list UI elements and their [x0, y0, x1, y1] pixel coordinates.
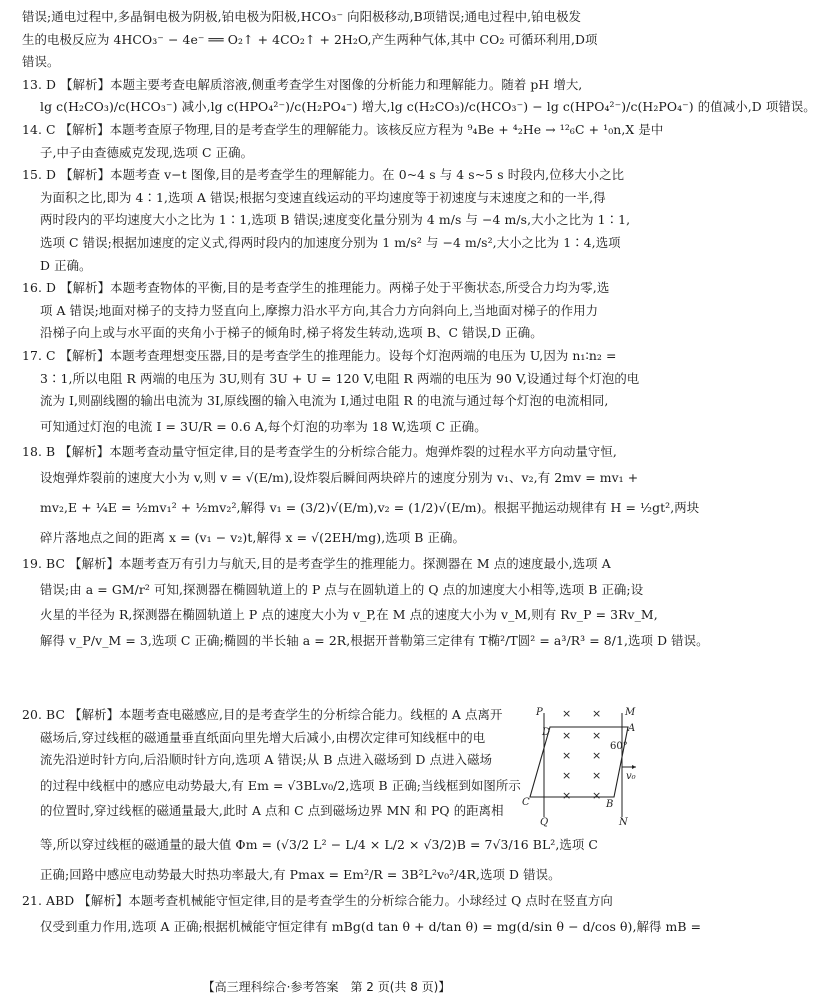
text-line: 项 A 错误;地面对梯子的支持力竖直向上,摩擦力沿水平方向,其合力方向斜向上,当地面对梯子的作用力	[40, 302, 599, 318]
svg-text:×: ×	[562, 769, 572, 782]
text-line: 子,中子由查德威克发现,选项 C 正确。	[40, 144, 254, 160]
svg-text:×: ×	[562, 789, 572, 802]
svg-text:×: ×	[562, 749, 572, 762]
label-a: A	[628, 723, 636, 734]
answer-21-line: 21. ABD 【解析】本题考查机械能守恒定律,目的是考查学生的分析综合能力。小球经过 Q 点时在竖直方向	[22, 893, 613, 908]
label-d: D	[542, 727, 551, 738]
label-m: M	[625, 707, 636, 718]
text-line: 等,所以穿过线框的磁通量的最大值 Φm = (√3/2 L² − L/4 × L/2 × √3/2)B = 7√3/16 BL²,选项 C	[40, 837, 598, 852]
text-line: 仅受到重力作用,选项 A 正确;根据机械能守恒定律有 mBg(d tan θ + d/tan θ) = mg(d/sin θ − d/cos θ),解得 mB =	[40, 918, 702, 934]
field-crosses	[562, 707, 601, 802]
text-line: 碎片落地点之间的距离 x = (v₁ − v₂)t,解得 x = √(2EH/mg),选项 B 正确。	[40, 530, 465, 546]
velocity-arrowhead	[632, 765, 636, 769]
answer-20-line: 20. BC 【解析】本题考查电磁感应,目的是考查学生的分析综合能力。线框的 A 点离开	[22, 707, 503, 722]
text-line: 设炮弹炸裂前的速度大小为 v,则 v = √(E/m),设炸裂后瞬间两块碎片的速度分别为 v₁、v₂,有 2mv = mv₁ +	[40, 470, 639, 486]
answer-17-line: 17. C 【解析】本题考查理想变压器,目的是考查学生的推理能力。设每个灯泡两端的电压为 U,因为 n₁∶n₂ =	[22, 347, 617, 363]
page-footer: 【高三理科综合·参考答案 第 2 页(共 8 页)】	[202, 980, 451, 994]
answer-text-block	[22, 6, 816, 656]
text-line: 流为 I,则副线圈的输出电流为 3I,原线圈的输入电流为 I,通过电阻 R 的电流与通过每个灯泡的电流相同,	[40, 393, 609, 409]
label-n: N	[619, 817, 628, 828]
text-line: 生的电极反应为 4HCO₃⁻ − 4e⁻ ══ O₂↑ + 4CO₂↑ + 2H₂O,产生两种气体,其中 CO₂ 可循环利用,D项	[22, 31, 598, 47]
label-angle: 60°	[610, 741, 628, 752]
label-p: P	[536, 707, 543, 718]
text-line: 可知通过灯泡的电流 I = 3U/R = 0.6 A,每个灯泡的功率为 18 W,选项 C 正确。	[40, 418, 487, 434]
label-v0: v₀	[626, 771, 636, 782]
magnetic-field-diagram	[522, 705, 640, 828]
answer-20-tail-block	[22, 830, 702, 941]
text-line: mv₂,E + ¼E = ½mv₁² + ½mv₂²,解得 v₁ = (3/2)√(E/m),v₂ = (1/2)√(E/m)。根据平抛运动规律有 H = ½gt²,两块	[40, 500, 700, 516]
answer-16-line: 16. D 【解析】本题考查物体的平衡,目的是考查学生的推理能力。两梯子处于平衡状态,所受合力均为零,选	[22, 280, 610, 296]
text-line: 为面积之比,即为 4∶1,选项 A 错误;根据匀变速直线运动的平均速度等于初速度与末速度之和的一半,得	[40, 189, 606, 205]
text-line: 错误;通电过程中,多晶铜电极为阴极,铂电极为阳极,HCO₃⁻ 向阳极移动,B项错误;通电过程中,铂电极发	[22, 9, 582, 24]
svg-text:×: ×	[592, 729, 602, 742]
text-line: 火星的半径为 R,探测器在椭圆轨道上 P 点的速度大小为 v_P,在 M 点的速度大小为 v_M,则有 Rv_P = 3Rv_M,	[40, 606, 658, 622]
text-line: 流先沿逆时针方向,后沿顺时针方向,选项 A 错误;从 B 点进入磁场到 D 点进入磁场	[40, 752, 493, 768]
answer-18-line: 18. B 【解析】本题考查动量守恒定律,目的是考查学生的分析综合能力。炮弹炸裂的过程水平方向动量守恒,	[22, 443, 617, 459]
text-line: 的过程中线框中的感应电动势最大,有 Em = √3BLv₀/2,选项 B 正确;当线框到如图所示	[40, 777, 521, 793]
text-line: 3∶1,所以电阻 R 两端的电压为 3U,则有 3U + U = 120 V,电阻 R 两端的电压为 90 V,设通过每个灯泡的电	[40, 370, 640, 386]
svg-text:×: ×	[592, 769, 602, 782]
label-b: B	[606, 799, 614, 810]
answer-15-line: 15. D 【解析】本题考查 v−t 图像,目的是考查学生的理解能力。在 0~4 s 与 4 s~5 s 时段内,位移大小之比	[22, 167, 625, 183]
answer-19-line: 19. BC 【解析】本题考查万有引力与航天,目的是考查学生的推理能力。探测器在 M 点的速度最小,选项 A	[22, 556, 611, 572]
text-line: 错误;由 a = GM/r² 可知,探测器在椭圆轨道上的 P 点与在圆轨道上的 Q 点的加速度大小相等,选项 B 正确;设	[40, 581, 644, 597]
text-line: 的位置时,穿过线框的磁通量最大,此时 A 点和 C 点到磁场边界 MN 和 PQ 的距离相	[40, 802, 504, 818]
svg-text:×: ×	[562, 729, 572, 742]
answer-14-line: 14. C 【解析】本题考查原子物理,目的是考查学生的理解能力。该核反应方程为 ⁹₄Be + ⁴₂He → ¹²₆C + ¹₀n,X 是中	[22, 121, 664, 137]
svg-text:×: ×	[562, 707, 572, 720]
text-line: D 正确。	[40, 257, 92, 273]
text-line: 解得 v_P/v_M = 3,选项 C 正确;椭圆的半长轴 a = 2R,根据开普勒第三定律有 T椭²/T圆² = a³/R³ = 8/1,选项 D 错误。	[40, 633, 709, 649]
label-c: C	[522, 797, 530, 808]
svg-text:×: ×	[592, 749, 602, 762]
text-line: 错误。	[22, 54, 60, 70]
text-line: 选项 C 错误;根据加速度的定义式,得两时段内的加速度分别为 1 m/s² 与 −4 m/s²,大小之比为 1∶4,选项	[40, 234, 621, 250]
text-line: 磁场后,穿过线框的磁通量垂直纸面向里先增大后减小,由楞次定律可知线框中的电	[40, 729, 486, 745]
answer-20-block	[22, 704, 521, 822]
label-q: Q	[540, 817, 549, 828]
answer-13-line: 13. D 【解析】本题主要考查电解质溶液,侧重考查学生对图像的分析能力和理解能力。随着 pH 增大,	[22, 76, 583, 92]
svg-text:×: ×	[592, 789, 602, 802]
text-line: 沿梯子向上或与水平面的夹角小于梯子的倾角时,梯子将发生转动,选项 B、C 错误,D 正确。	[40, 325, 543, 341]
svg-text:×: ×	[592, 707, 602, 720]
text-line: lg c(H₂CO₃)/c(HCO₃⁻) 减小,lg c(HPO₄²⁻)/c(H₂PO₄⁻) 增大,lg c(H₂CO₃)/c(HCO₃⁻) − lg c(HPO₄²⁻)/c(H₂PO₄⁻) 的值减小,D 项错误。	[40, 99, 816, 115]
text-line: 正确;回路中感应电动势最大时热功率最大,有 Pmax = Em²/R = 3B²L²v₀²/4R,选项 D 错误。	[40, 867, 561, 882]
text-line: 两时段内的平均速度大小之比为 1∶1,选项 B 错误;速度变化量分别为 4 m/s 与 −4 m/s,大小之比为 1∶1,	[40, 212, 631, 228]
